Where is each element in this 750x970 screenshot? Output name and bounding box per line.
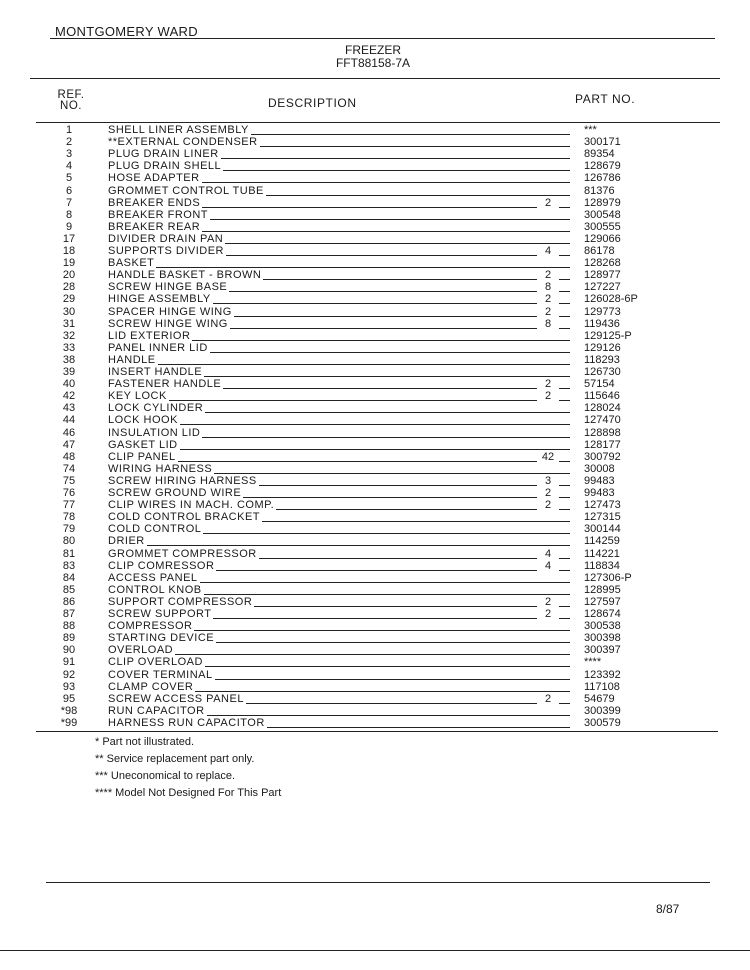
part-number: 115646	[584, 390, 620, 403]
ref-number: 74	[62, 462, 76, 475]
table-row	[0, 185, 750, 197]
footnote: **** Model Not Designed For This Part	[95, 787, 282, 799]
part-number: 57154	[584, 378, 615, 391]
ref-number: 87	[62, 608, 76, 620]
part-description: DRIER	[108, 535, 145, 548]
table-row	[0, 197, 750, 209]
table-row	[0, 378, 750, 390]
part-description: COLD CONTROL BRACKET	[108, 511, 261, 524]
part-description: BREAKER REAR	[108, 220, 201, 233]
ref-number: 39	[62, 366, 76, 378]
part-number: 118834	[584, 559, 620, 572]
part-number: 129773	[584, 305, 621, 318]
table-row	[0, 669, 750, 681]
table-row	[0, 475, 750, 487]
part-description: SPACER HINGE WING	[108, 305, 232, 318]
part-description: CLIP COMRESSOR	[108, 559, 215, 572]
part-number: 128674	[584, 608, 621, 620]
part-description: INSERT HANDLE	[108, 366, 203, 378]
part-description: COLD CONTROL	[108, 523, 202, 536]
table-row	[0, 717, 750, 729]
ref-number: 90	[62, 644, 76, 657]
table-row	[0, 257, 750, 269]
ref-number: 80	[62, 535, 76, 548]
part-description: HANDLE	[108, 353, 156, 366]
part-number: 129125-P	[584, 329, 632, 342]
ref-number: 28	[62, 281, 76, 294]
part-number: 129066	[584, 232, 621, 245]
quantity: 4	[537, 245, 559, 257]
part-number: 30008	[584, 462, 615, 475]
ref-number: 95	[62, 692, 76, 705]
table-row	[0, 390, 750, 402]
part-description: CLAMP COVER	[108, 680, 194, 693]
ref-number: 48	[62, 450, 76, 463]
ref-number: 18	[62, 245, 76, 257]
leader-line	[108, 400, 570, 401]
part-number: 81376	[584, 184, 615, 197]
table-row	[0, 366, 750, 378]
quantity: 2	[537, 596, 559, 608]
ref-number: 92	[62, 668, 76, 681]
ref-number: 2	[65, 136, 73, 149]
part-description: ACCESS PANEL	[108, 571, 198, 584]
ref-number: 78	[62, 511, 76, 524]
part-description: HARNESS RUN CAPACITOR	[108, 716, 265, 729]
part-number: 300792	[584, 450, 621, 463]
part-number: 127315	[584, 511, 621, 524]
ref-number: 40	[62, 378, 76, 391]
part-description: HANDLE BASKET - BROWN	[108, 269, 262, 282]
part-description: CLIP PANEL	[108, 450, 176, 463]
part-number: ***	[584, 124, 597, 136]
part-description: WIRING HARNESS	[108, 462, 213, 475]
ref-number: 47	[62, 438, 76, 451]
ref-number: 9	[65, 220, 73, 233]
ref-number: *98	[60, 704, 78, 717]
table-row	[0, 451, 750, 463]
part-number: 126730	[584, 366, 621, 378]
table-row	[0, 221, 750, 233]
part-number: 54679	[584, 692, 615, 705]
quantity: 3	[537, 475, 559, 487]
leader-line	[108, 364, 570, 365]
part-number: 123392	[584, 668, 621, 681]
table-row	[0, 245, 750, 257]
part-number: 128268	[584, 257, 621, 270]
part-number: ****	[584, 656, 602, 669]
part-number: 127470	[584, 414, 621, 427]
ref-number: 17	[62, 232, 76, 245]
table-row	[0, 330, 750, 342]
part-description: INSULATION LID	[108, 426, 201, 439]
part-description: SCREW HINGE WING	[108, 317, 228, 330]
quantity: 2	[537, 197, 559, 209]
leader-line	[108, 654, 570, 655]
table-row	[0, 281, 750, 293]
ref-number: 3	[65, 148, 73, 161]
table-row	[0, 354, 750, 366]
part-description: COVER TERMINAL	[108, 668, 213, 681]
part-description: GROMMET CONTROL TUBE	[108, 184, 264, 197]
ref-number: 32	[62, 329, 76, 342]
part-number: 128898	[584, 426, 621, 439]
table-row	[0, 342, 750, 354]
part-description: STARTING DEVICE	[108, 632, 215, 645]
part-number: 126786	[584, 172, 621, 185]
part-description: COMPRESSOR	[108, 620, 193, 633]
quantity: 2	[537, 378, 559, 390]
ref-number: 20	[62, 269, 76, 282]
quantity: 2	[537, 499, 559, 511]
quantity: 4	[537, 560, 559, 572]
table-row	[0, 535, 750, 547]
part-description: KEY LOCK	[108, 390, 167, 403]
part-description: SHELL LINER ASSEMBLY	[108, 124, 249, 136]
model-number: FFT88158-7A	[335, 56, 411, 70]
part-description: SCREW HIRING HARNESS	[108, 474, 257, 487]
part-number: 300171	[584, 136, 621, 149]
part-number: 118293	[584, 353, 620, 366]
table-row	[0, 584, 750, 596]
column-header-description: DESCRIPTION	[268, 96, 357, 110]
part-description: OVERLOAD	[108, 644, 174, 657]
table-row	[0, 439, 750, 451]
page-number: 8/87	[656, 902, 680, 916]
ref-number: 83	[62, 559, 76, 572]
quantity: 8	[537, 318, 559, 330]
ref-number: 44	[62, 414, 76, 427]
part-description: CLIP OVERLOAD	[108, 656, 203, 669]
ref-number: 1	[65, 124, 73, 136]
part-number: 128979	[584, 196, 621, 209]
part-description: **EXTERNAL CONDENSER	[108, 136, 258, 149]
ref-number: 4	[65, 160, 73, 173]
table-row	[0, 608, 750, 620]
part-number: 119436	[584, 317, 620, 330]
part-description: GASKET LID	[108, 438, 178, 451]
header-rule	[30, 78, 720, 79]
column-header-part-no: PART NO.	[575, 92, 636, 106]
part-number: 300144	[584, 523, 621, 536]
part-number: 127227	[584, 281, 621, 294]
quantity: 2	[537, 293, 559, 305]
table-row	[0, 427, 750, 439]
brand-name: MONTGOMERY WARD	[55, 24, 198, 39]
ref-number: 76	[62, 487, 76, 499]
quantity: 2	[537, 306, 559, 318]
page-bottom-rule	[0, 950, 750, 951]
table-row	[0, 560, 750, 572]
table-row	[0, 306, 750, 318]
part-number: 128977	[584, 269, 621, 282]
leader-line	[108, 545, 570, 546]
part-description: BASKET	[108, 257, 155, 270]
footnote: ** Service replacement part only.	[95, 753, 255, 765]
quantity: 4	[537, 548, 559, 560]
table-row	[0, 644, 750, 656]
part-description: CLIP WIRES IN MACH. COMP.	[108, 499, 275, 512]
table-row	[0, 620, 750, 632]
ref-number: 77	[62, 499, 76, 512]
table-row	[0, 463, 750, 475]
column-header-ref-line2: NO.	[60, 100, 82, 112]
table-row	[0, 318, 750, 330]
table-row	[0, 656, 750, 668]
part-number: 114221	[584, 547, 620, 560]
table-row	[0, 172, 750, 184]
product-type: FREEZER	[344, 43, 401, 57]
part-description: LOCK HOOK	[108, 414, 178, 427]
table-row	[0, 209, 750, 221]
table-row	[0, 414, 750, 426]
table-bottom-rule	[36, 731, 718, 732]
part-description: PLUG DRAIN LINER	[108, 148, 219, 161]
table-row	[0, 632, 750, 644]
ref-number: 93	[62, 680, 76, 693]
table-row	[0, 511, 750, 523]
table-row	[0, 148, 750, 160]
ref-number: *99	[60, 716, 78, 729]
quantity: 2	[537, 693, 559, 705]
table-row	[0, 681, 750, 693]
part-number: 128177	[584, 438, 621, 451]
quantity: 42	[537, 451, 559, 463]
part-description: DIVIDER DRAIN PAN	[108, 232, 224, 245]
ref-number: 6	[65, 184, 73, 197]
part-number: 127597	[584, 595, 621, 608]
ref-number: 86	[62, 595, 76, 608]
part-description: FASTENER HANDLE	[108, 378, 222, 391]
ref-number: 79	[62, 523, 76, 536]
table-row	[0, 293, 750, 305]
quantity: 2	[537, 608, 559, 620]
quantity: 2	[537, 487, 559, 499]
part-description: SUPPORTS DIVIDER	[108, 245, 224, 257]
ref-number: 89	[62, 632, 76, 645]
leader-line	[108, 267, 570, 268]
part-number: 89354	[584, 148, 615, 161]
table-row	[0, 548, 750, 560]
part-description: RUN CAPACITOR	[108, 704, 205, 717]
part-number: 99483	[584, 474, 615, 487]
footnote: *** Uneconomical to replace.	[95, 770, 236, 782]
table-row	[0, 693, 750, 705]
table-row	[0, 233, 750, 245]
part-description: LOCK CYLINDER	[108, 402, 204, 415]
column-header-ref	[56, 90, 86, 112]
part-number: 300397	[584, 644, 621, 657]
ref-number: 31	[62, 317, 76, 330]
table-row	[0, 499, 750, 511]
ref-number: 30	[62, 305, 76, 318]
part-description: HOSE ADAPTER	[108, 172, 200, 185]
part-description: SCREW SUPPORT	[108, 608, 212, 620]
column-header-ref-line1: REF.	[57, 89, 85, 101]
table-row	[0, 136, 750, 148]
footer-rule	[46, 882, 710, 883]
part-description: SUPPORT COMPRESSOR	[108, 595, 253, 608]
product-title	[318, 44, 428, 70]
part-number: 127473	[584, 499, 621, 512]
ref-number: 19	[62, 257, 76, 270]
part-number: 128679	[584, 160, 621, 173]
part-number: 300555	[584, 220, 621, 233]
table-row	[0, 705, 750, 717]
ref-number: 8	[65, 208, 73, 221]
part-description: SCREW ACCESS PANEL	[108, 692, 244, 705]
column-header-rule	[36, 122, 720, 123]
table-row	[0, 487, 750, 499]
table-row	[0, 269, 750, 281]
table-row	[0, 523, 750, 535]
table-row	[0, 596, 750, 608]
table-row	[0, 572, 750, 584]
part-description: CONTROL KNOB	[108, 583, 202, 596]
table-row	[0, 160, 750, 172]
part-number: 300398	[584, 632, 621, 645]
ref-number: 88	[62, 620, 76, 633]
ref-number: 5	[65, 172, 73, 185]
part-number: 300399	[584, 704, 621, 717]
part-number: 99483	[584, 487, 615, 499]
ref-number: 29	[62, 293, 76, 306]
part-description: SCREW HINGE BASE	[108, 281, 228, 294]
part-description: SCREW GROUND WIRE	[108, 487, 242, 499]
table-row	[0, 124, 750, 136]
ref-number: 91	[62, 656, 76, 669]
quantity: 8	[537, 281, 559, 293]
part-description: PLUG DRAIN SHELL	[108, 160, 222, 173]
part-description: BREAKER ENDS	[108, 196, 201, 209]
part-number: 128995	[584, 583, 621, 596]
part-number: 300548	[584, 208, 621, 221]
ref-number: 42	[62, 390, 76, 403]
part-description: BREAKER FRONT	[108, 208, 209, 221]
part-number: 114259	[584, 535, 620, 548]
ref-number: 43	[62, 402, 76, 415]
ref-number: 7	[65, 196, 73, 209]
part-number: 117108	[584, 680, 620, 693]
ref-number: 38	[62, 353, 76, 366]
part-description: HINGE ASSEMBLY	[108, 293, 211, 306]
part-description: PANEL INNER LID	[108, 341, 208, 354]
footnotes	[95, 734, 281, 802]
footnote: * Part not illustrated.	[95, 736, 195, 748]
quantity: 2	[537, 390, 559, 402]
part-number: 128024	[584, 402, 621, 415]
part-number: 127306-P	[584, 571, 632, 584]
quantity: 2	[537, 269, 559, 281]
table-row	[0, 402, 750, 414]
part-number: 300579	[584, 716, 621, 729]
part-number: 300538	[584, 620, 621, 633]
part-description: GROMMET COMPRESSOR	[108, 547, 257, 560]
ref-number: 75	[62, 474, 76, 487]
ref-number: 33	[62, 341, 76, 354]
ref-number: 85	[62, 583, 76, 596]
part-number: 129126	[584, 341, 621, 354]
part-number: 126028-6P	[584, 293, 638, 306]
part-description: LID EXTERIOR	[108, 329, 191, 342]
ref-number: 46	[62, 426, 76, 439]
ref-number: 84	[62, 571, 76, 584]
part-number: 86178	[584, 245, 615, 257]
ref-number: 81	[62, 547, 76, 560]
